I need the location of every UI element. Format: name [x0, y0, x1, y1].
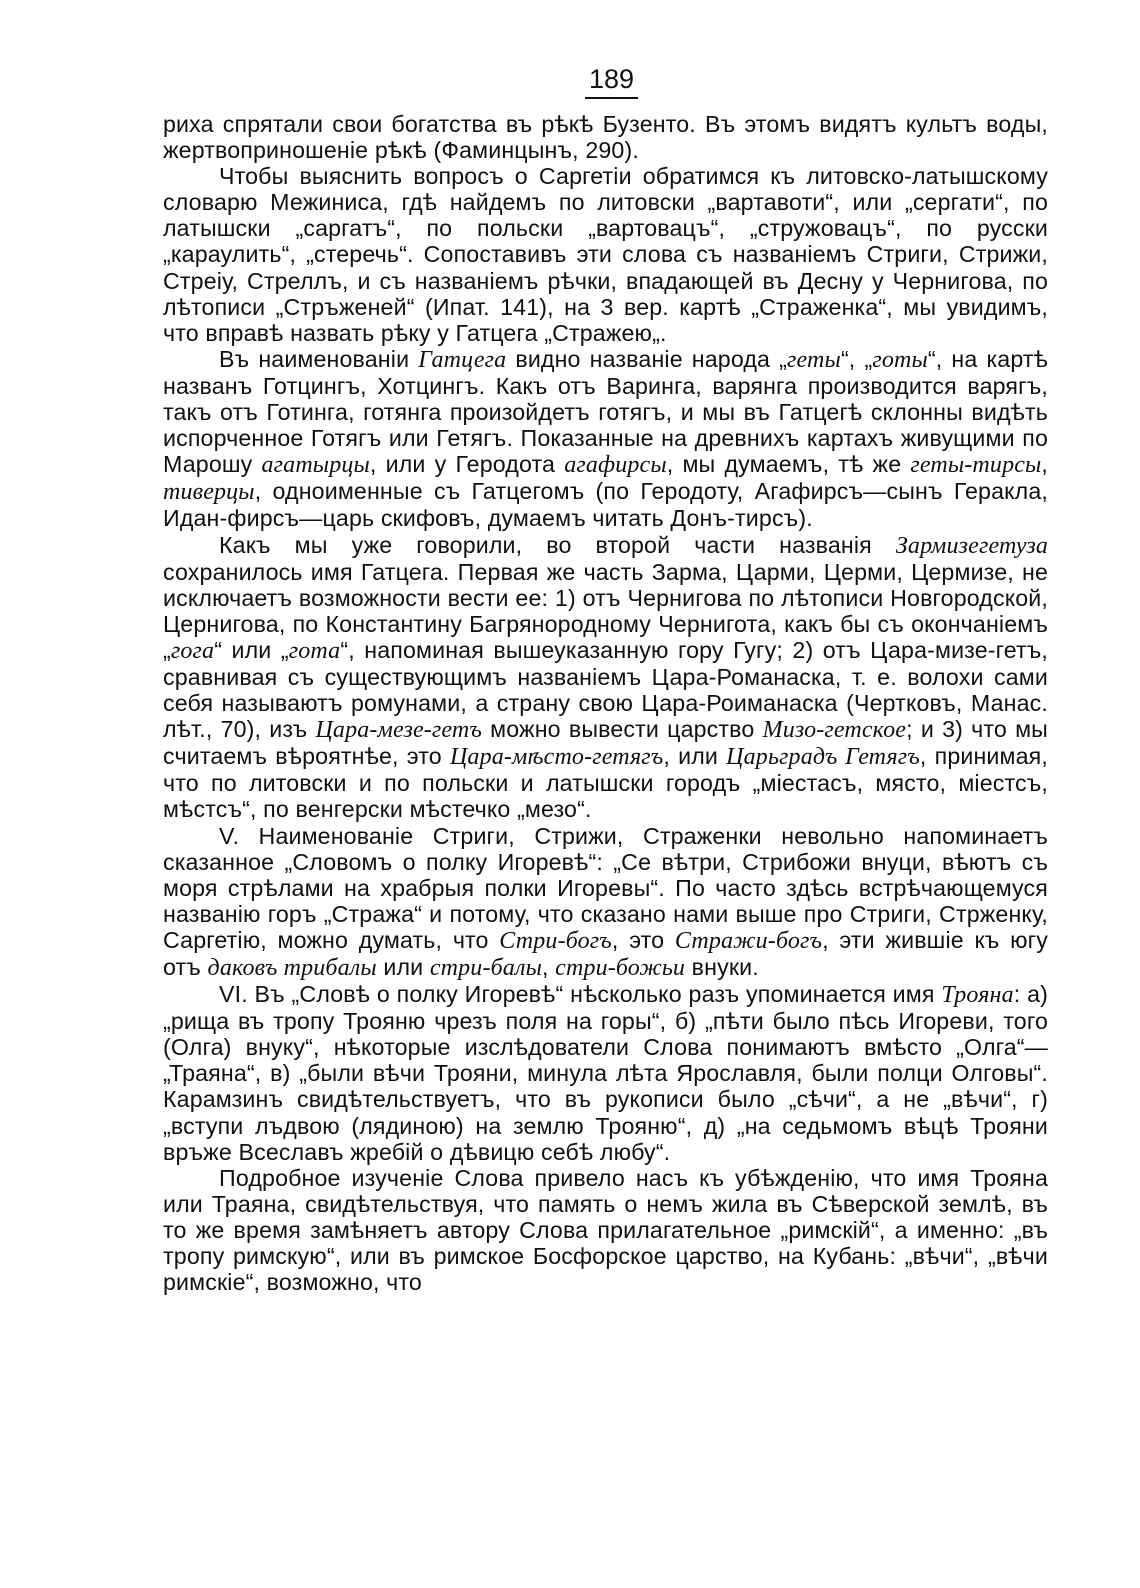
- italic-term: готы: [872, 346, 928, 373]
- paragraph: [163, 111, 1048, 163]
- italic-term: Мизо-гетское: [762, 717, 907, 744]
- text-run: ,: [541, 954, 556, 980]
- italic-term: агафирсы: [564, 452, 667, 479]
- italic-term: Зармизегетуза: [895, 532, 1048, 559]
- italic-term: гота: [288, 637, 341, 664]
- text-run: Въ наименованіи: [219, 345, 419, 372]
- text-run: , мы думаемъ, тѣ же: [666, 451, 911, 478]
- text-run: ,: [1041, 451, 1049, 478]
- italic-term: Цара-мезе-гетъ: [315, 717, 483, 744]
- paragraph: [163, 981, 1048, 1165]
- text-run: “, „: [840, 345, 873, 372]
- text-run: , эти жившіе къ югу отъ: [163, 926, 1048, 980]
- text-run: “, на картѣ названъ Готцингъ, Хотцингъ. Какъ отъ Варинга, варянга производится варягъ, такъ отъ Готинга, готянга произойдетъ готягъ, и мы въ Гатцегѣ склонны видѣть испорченное Готягъ или Гетягъ. Показанные на древнихъ картахъ живущими по Марошу: [163, 345, 1049, 478]
- text-run: Какъ мы уже говорили, во второй части названія: [219, 531, 896, 558]
- italic-term: Царьградъ Гетягъ: [726, 744, 920, 771]
- italic-term: Стри-богъ: [499, 927, 612, 954]
- italic-term: Стражи-богъ: [674, 927, 823, 954]
- italic-term: Гатцега: [418, 346, 507, 373]
- text-run: сохранилось имя Гатцега. Первая же часть Зарма, Царми, Церми, Цермизе, не исключаетъ возможности вести ее: 1) отъ Чернигова по лѣтописи Новгородской, Цернигова, по Константину Багрянородному Черниготa, какъ бы съ окончаніемъ „: [163, 558, 1048, 663]
- text-run: “, напоминая вышеуказанную гору Гугу; 2) отъ Цара-мизе-гетъ, сравнивая съ существующимъ названіемъ Цара-Романаска, т. е. волохи сами себя называютъ ромунами, а страну свою Цара-Роиманаска (Чертковъ, Манас. лѣт., 70), изъ: [163, 636, 1048, 743]
- text-run: Чтобы выяснить вопросъ о Саргетіи обратимся къ литовско-латышскому словарю Межиниса, гдѣ найдемъ по литовски „вартавоти“, или „сергати“, по латышски „саргатъ“, по польски „вартовацъ“, „стружовацъ“, по русски „караулить“, „стеречь“. Сопоставивъ эти слова съ названіемъ Стриги, Стрижи, Стреіу, Стреллъ, и съ названіемъ рѣчки, впадающей въ Десну у Чернигова, по лѣтописи „Стръженей“ (Ипат. 141), на 3 вер. картѣ „Страженка“, мы увидимъ, что вправѣ назвать рѣку у Гатцега „Стражею„.: [163, 163, 1048, 346]
- text-run: : а) „рища въ тропу Трояню чрезъ поля на горы“, б) „пѣти было пѣсь Игореви, того (Олга) внуку“, нѣкоторые изслѣдователи Слова понимаютъ вмѣсто „Олга“—„Траяна“, в) „были вѣчи Трояни, минула лѣта Ярославля, были полци Олговы“. Карамзинъ свидѣтельствуетъ, что въ рукописи было „сѣчи“, а не „вѣчи“, г) „вступи лъдвою (лядиною) на землю Трояню“, д) „на седьмомъ вѣцѣ Трояни връже Всеславъ жребій о дѣвицю себѣ любу“.: [163, 981, 1048, 1165]
- page-number: [163, 62, 1048, 99]
- paragraph: [163, 346, 1048, 532]
- italic-term: тиверцы: [163, 479, 255, 506]
- text-run: Подробное изученіе Слова привело насъ къ убѣжденію, что имя Трояна или Траяна, свидѣтельствуя, что память о немъ жила въ Сѣверской землѣ, въ то же время замѣняетъ автору Слова прилагательное „римскій“, а именно: „въ тропу римскую“, или въ римское Босфорское царство, на Кубань: „вѣчи“, „вѣчи римскіе“, возможно, что: [163, 1164, 1048, 1296]
- italic-term: Цара-мѣсто-гетягъ: [449, 744, 664, 771]
- text-run: , это: [611, 926, 675, 953]
- document-page: [163, 62, 1048, 1295]
- italic-term: даковъ трибалы: [207, 955, 377, 981]
- paragraph: [163, 163, 1048, 346]
- text-run: или: [376, 954, 430, 980]
- paragraph: [163, 823, 1048, 982]
- text-run: ; и 3) что мы считаемъ вѣроятнѣе, это: [163, 716, 1048, 770]
- italic-term: стри-божьи: [555, 955, 686, 981]
- text-run: можно вывести царство: [482, 716, 763, 743]
- italic-term: стри-балы: [429, 955, 542, 981]
- paragraph: [163, 532, 1048, 823]
- italic-term: геты: [787, 346, 841, 373]
- italic-term: агатырцы: [261, 452, 370, 479]
- italic-term: Трояна: [941, 982, 1014, 1009]
- paragraph: [163, 1165, 1048, 1295]
- italic-term: геты-тирсы: [910, 452, 1042, 479]
- text-run: видно названіе народа „: [506, 345, 788, 372]
- text-run: V. Наименованіе Стриги, Стрижи, Страженки невольно напоминаетъ сказанное „Словомъ о полку Игоревѣ“: „Се вѣтри, Стрибожи внуци, вѣютъ съ моря стрѣлами на храбрыя полки Игоревы“. По часто здѣсь встрѣчающемуся названію горъ „Стража“ и потому, что сказано нами выше про Стриги, Стрженку, Саргетію, можно думать, что: [163, 822, 1048, 953]
- body-text: [163, 111, 1048, 1295]
- text-run: , одноименные съ Гатцегомъ (по Геродоту, Агафирсъ—сынъ Геракла, Идан-фирсъ—царь скифовъ, думаемъ читать Донъ-тирсъ).: [163, 478, 1048, 532]
- text-run: , принимая, что по литовски и по польски и латышски городъ „міестасъ, място, міестсъ, мѣстсъ“, по венгерски мѣстечко „мезо“.: [163, 743, 1048, 823]
- text-run: риха спрятали свои богатства въ рѣкѣ Бузенто. Въ этомъ видятъ культъ воды, жертвоприношеніе рѣкѣ (Фаминцынъ, 290).: [163, 111, 1048, 164]
- italic-term: гога: [170, 637, 215, 664]
- text-run: VI. Въ „Словѣ о полку Игоревѣ“ нѣсколько разъ упоминается имя: [219, 981, 942, 1008]
- text-run: , или: [663, 743, 727, 770]
- text-run: внуки.: [685, 954, 759, 980]
- text-run: “ или „: [214, 636, 289, 663]
- text-run: , или у Геродота: [369, 451, 565, 478]
- page-number-text: 189: [585, 62, 638, 99]
